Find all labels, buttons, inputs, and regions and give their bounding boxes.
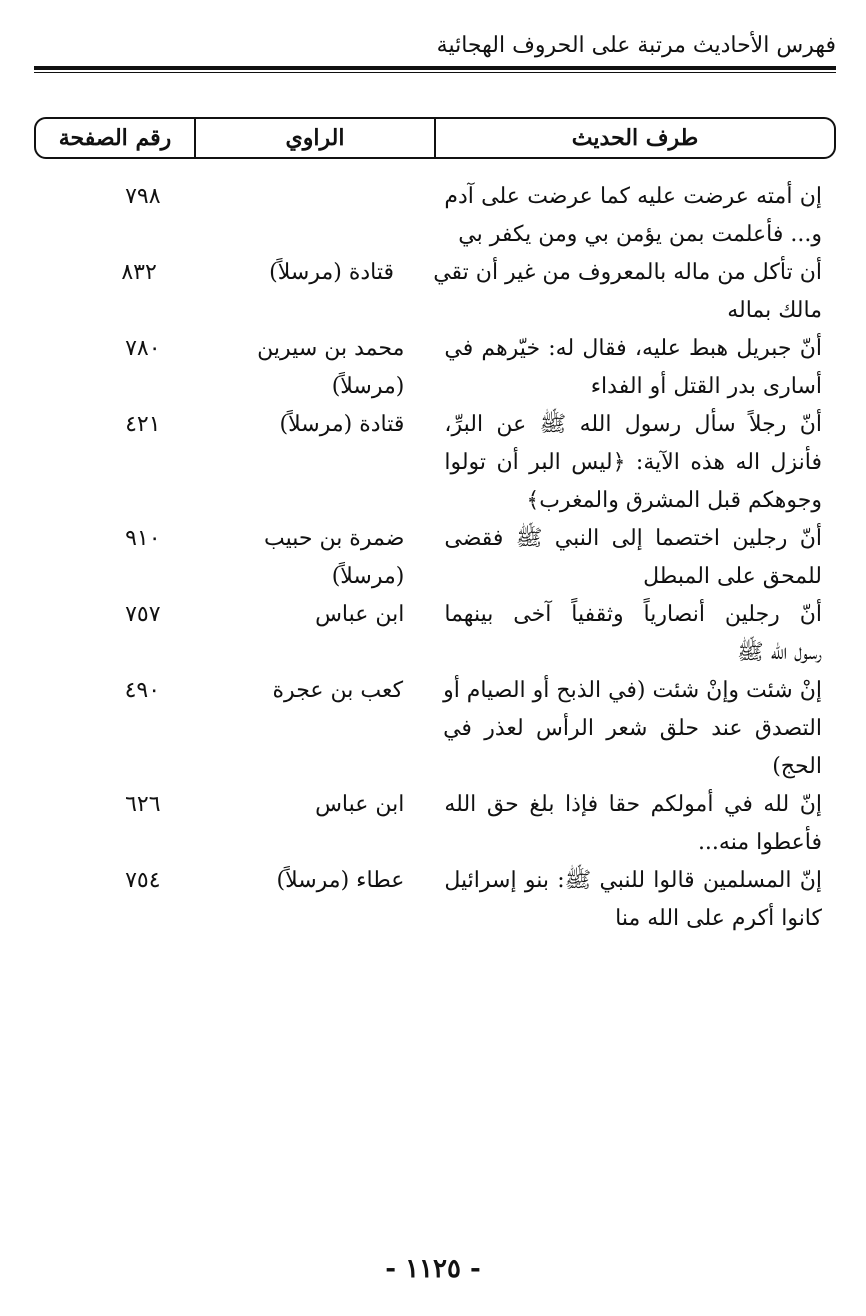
narrator-line (181, 216, 405, 254)
narrator-line (181, 482, 405, 520)
narrator-cell (181, 330, 445, 406)
hadith-line: أن تأكل من ماله بالمعروف من غير أن تقي (433, 260, 822, 285)
hadith-line: أنّ جبريل هبط عليه، فقال له: خيّرهم في (444, 336, 822, 361)
index-entry (34, 330, 836, 406)
narrator-line: كعب بن عجرة (272, 678, 404, 703)
narrator-cell (181, 786, 445, 862)
hadith-line: فأنزل اله هذه الآية: ﴿ليس البر أن تولوا (444, 450, 822, 475)
hadith-line: إن أمته عرضت عليه كما عرضت على آدم (444, 184, 822, 209)
hadith-line: إنّ لله في أمولكم حقا فإذا بلغ حق الله (444, 792, 822, 817)
narrator-cell (181, 862, 445, 938)
index-entry (34, 406, 836, 520)
hadith-line: أنّ رجلين اختصما إلى النبي ﷺ فقضى (444, 526, 822, 551)
narrator-line: ضمرة بن حبيب (263, 526, 405, 551)
hadith-line: كانوا أكرم على الله منا (615, 906, 822, 931)
hadith-line: و... فأعلمت بمن يؤمن بي ومن يكفر بي (458, 222, 822, 247)
hadith-text (434, 254, 836, 330)
narrator-line: قتادة (مرسلاً) (269, 260, 394, 285)
narrator-cell (181, 520, 445, 596)
hadith-line: إنّ المسلمين قالوا للنبي ﷺ: بنو إسرائيل (444, 868, 822, 893)
hadith-text (444, 520, 836, 596)
index-entry (34, 786, 836, 862)
narrator-line: قتادة (مرسلاً) (279, 412, 405, 437)
column-header-narrator: الراوي (194, 119, 434, 157)
page-reference: ٩١٠ (125, 526, 161, 551)
page-reference: ٧٥٤ (125, 868, 161, 893)
narrator-line: محمد بن سيرين (257, 336, 405, 361)
running-header: فهرس الأحاديث مرتبة على الحروف الهجائية (436, 33, 836, 58)
page-reference: ٧٥٧ (125, 602, 161, 627)
header-rule (34, 66, 836, 70)
hadith-text (444, 406, 836, 520)
narrator-line: (مرسلاً) (331, 564, 405, 589)
page-number: - ١١٢٥ - (385, 1254, 481, 1284)
narrator-line: (مرسلاً) (331, 374, 405, 399)
page-reference: ٤٢١ (125, 412, 161, 437)
narrator-line: عطاء (مرسلاً) (276, 868, 405, 893)
narrator-line (181, 178, 405, 216)
index-entry (34, 596, 836, 672)
page-reference: ٧٨٠ (125, 336, 161, 361)
narrator-cell (177, 254, 434, 330)
narrator-line (180, 710, 403, 748)
hadith-line: الحج) (772, 754, 822, 779)
column-header-hadith: طرف الحديث (434, 119, 834, 157)
hadith-line: أنّ رجلين أنصارياً وثقفياً آخى بينهما (444, 602, 822, 627)
page-reference: ٦٢٦ (125, 792, 161, 817)
index-entry (34, 178, 836, 254)
narrator-cell (181, 596, 445, 672)
index-entry (34, 254, 836, 330)
hadith-line: وجوهكم قبل المشرق والمغرب﴾ (526, 488, 822, 513)
narrator-cell (181, 406, 445, 520)
index-entry (34, 672, 836, 786)
narrator-cell (180, 672, 443, 786)
index-entry (34, 520, 836, 596)
narrator-line (181, 900, 405, 938)
hadith-line: للمحق على المبطل (643, 564, 822, 589)
hadith-line: رسول الله ﷺ (737, 640, 822, 665)
hadith-line: إنْ شئت وإنْ شئت (في الذبح أو الصيام أو (443, 678, 822, 703)
narrator-line: ابن عباس (315, 792, 405, 817)
page-reference: ٨٣٢ (121, 260, 157, 285)
hadith-text (443, 672, 836, 786)
narrator-line: ابن عباس (315, 602, 405, 627)
column-header-page: رقم الصفحة (58, 125, 172, 151)
hadith-index-list (34, 178, 836, 938)
hadith-text (444, 330, 836, 406)
page-reference: ٤٩٠ (124, 678, 161, 703)
hadith-line: فأعطوا منه... (697, 830, 822, 855)
narrator-line (177, 292, 394, 330)
narrator-line (180, 748, 403, 786)
hadith-line: أنّ رجلاً سأل رسول الله ﷺ عن البرِّ، (444, 412, 822, 437)
index-entry (34, 862, 836, 938)
hadith-text (444, 786, 836, 862)
narrator-line (181, 634, 405, 672)
hadith-line: التصدق عند حلق شعر الرأس لعذر في (443, 716, 822, 741)
hadith-text (444, 862, 836, 938)
narrator-line (181, 824, 405, 862)
table-header (34, 117, 836, 159)
narrator-cell (181, 178, 445, 254)
page-reference: ٧٩٨ (125, 184, 161, 209)
hadith-line: مالك بماله (727, 298, 822, 323)
hadith-text (444, 596, 836, 672)
hadith-text (444, 178, 836, 254)
header-rule-thin (34, 72, 836, 73)
narrator-line (181, 444, 405, 482)
hadith-line: أسارى بدر القتل أو الفداء (590, 374, 822, 399)
